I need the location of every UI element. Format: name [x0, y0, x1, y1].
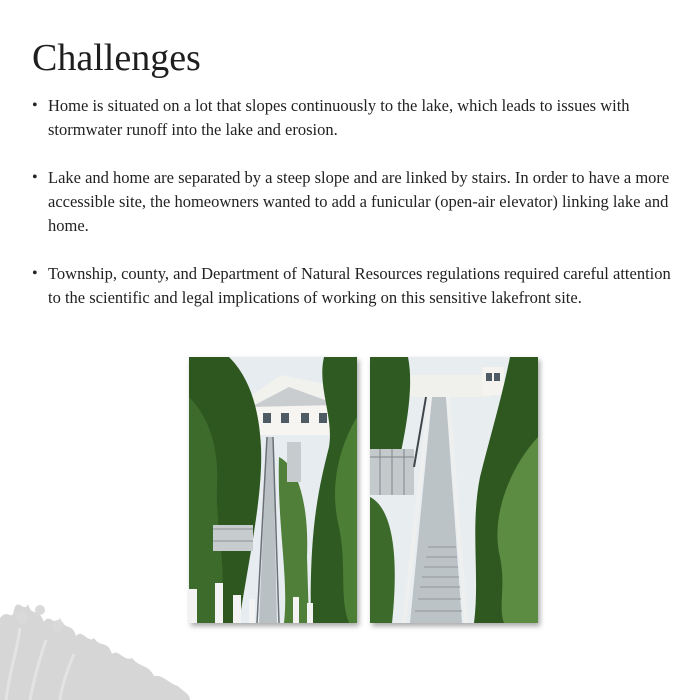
bullet-text: Home is situated on a lot that slopes continuously to the lake, which leads to issues with stormwater runoff into the lake and erosion. [48, 96, 630, 139]
bullet-dot: • [32, 97, 38, 114]
stairs-photo-left [189, 357, 357, 623]
stairs-photo-right-image [370, 357, 538, 623]
bullet-item [30, 94, 675, 142]
bullet-dot: • [32, 169, 38, 186]
bullet-item [30, 262, 675, 310]
bullet-dot: • [32, 265, 38, 282]
bullet-text: Lake and home are separated by a steep slope and are linked by stairs. In order to have a more accessible site, the homeowners wanted to add a funicular (open-air elevator) linking lake and home. [48, 168, 670, 235]
foliage-decoration [0, 588, 190, 700]
slide-title: Challenges [32, 37, 201, 79]
bullet-list [30, 94, 675, 334]
stairs-photo-left-image [189, 357, 357, 623]
stairs-photo-right [370, 357, 538, 623]
bullet-text: Township, county, and Department of Natural Resources regulations required careful attention to the scientific and legal implications of working on this sensitive lakefront site. [48, 264, 671, 307]
bullet-item [30, 166, 675, 238]
